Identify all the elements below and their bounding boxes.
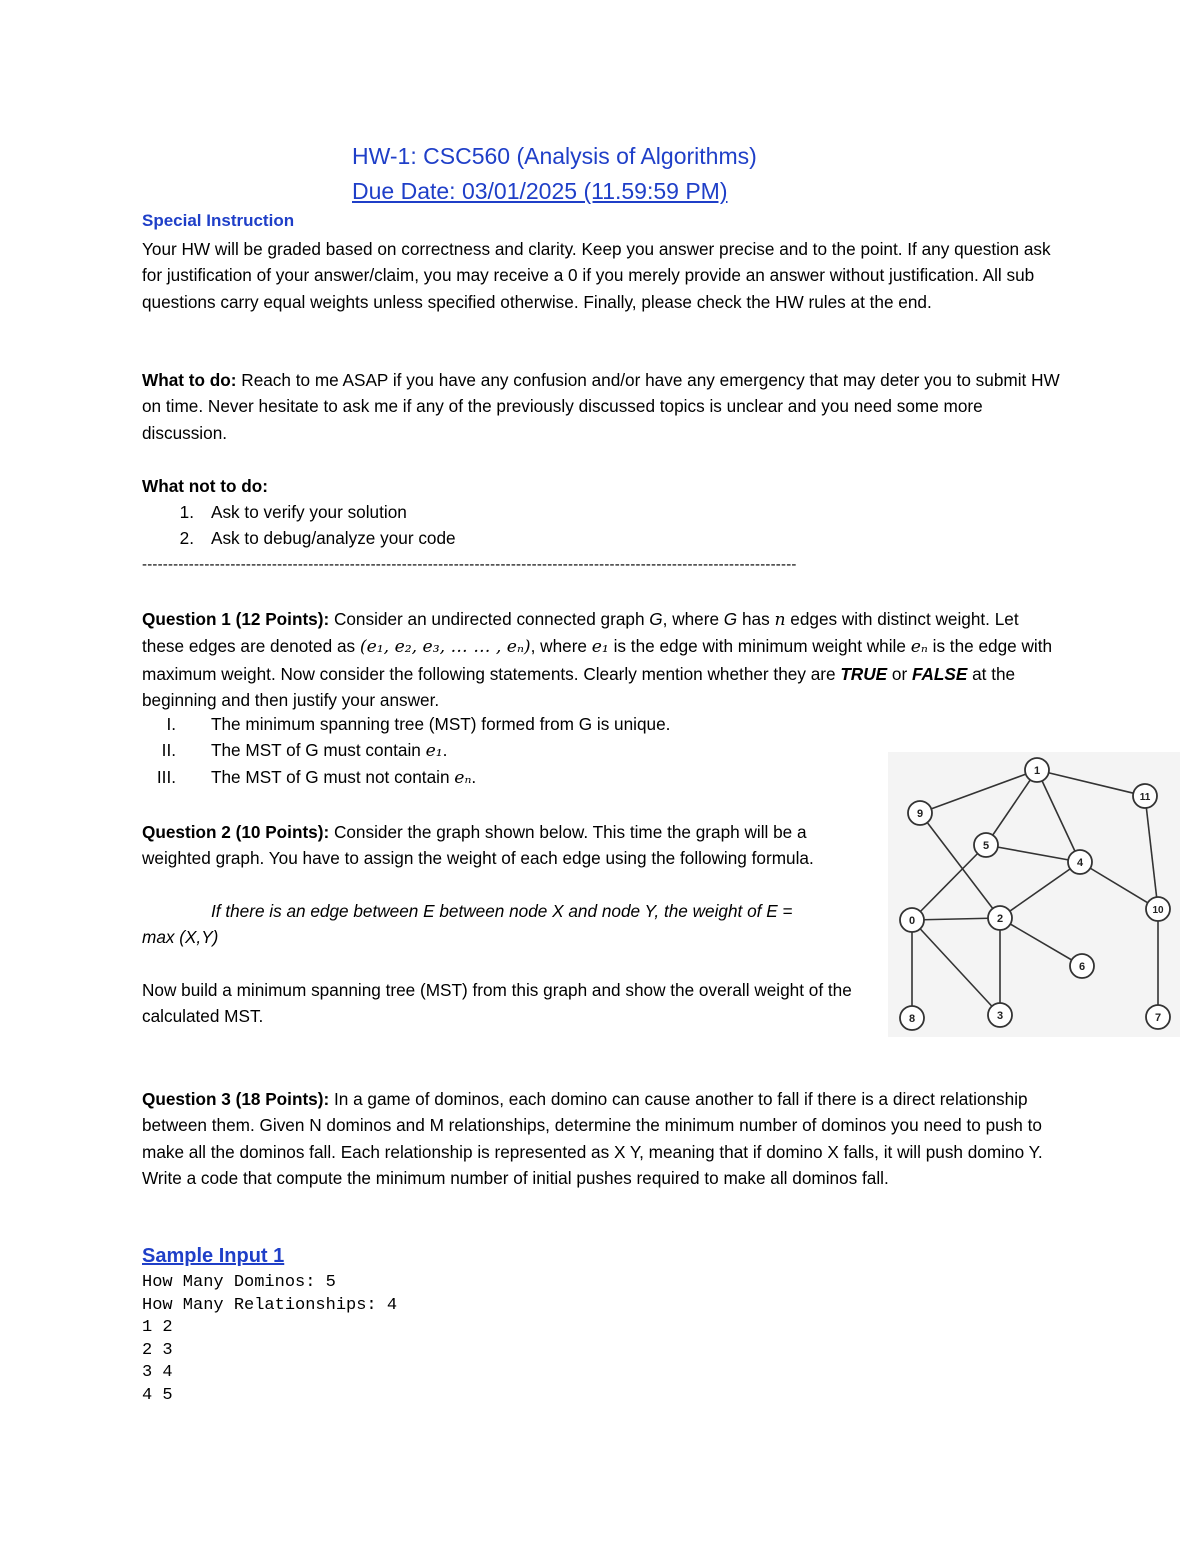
sample-input-line: 3 4 [142, 1363, 173, 1382]
what-to-do-body: Reach to me ASAP if you have any confusion and/or have any emergency that may deter you to submit HW on time. Never hesitate to ask me if any of the previously discussed topics is unclear and you need some more discussion. [142, 370, 1060, 443]
graph-node-11 [1133, 784, 1157, 808]
question-3-text: Question 3 (18 Points): In a game of dominos, each domino can cause another to fall if there is a direct relationship between them. Given N dominos and M relationships, determine the minimum number of dominos you need to push to make all the dominos fall. Each relationship is represented as X Y, meaning that if domino X falls, it will push domino Y. Write a code that compute the minimum number of initial pushes required to make all dominos fall. [142, 1089, 1043, 1189]
svg-text:6: 6 [1078, 961, 1086, 973]
sample-input-line: How Many Dominos: 5 [142, 1273, 336, 1292]
question-1-label: Question 1 (12 Points): [142, 609, 330, 629]
svg-text:4: 4 [1076, 857, 1084, 869]
svg-text:10: 10 [1152, 905, 1164, 916]
what-to-do-label: What to do: [142, 370, 237, 390]
sample-input-line: 1 2 [142, 1318, 173, 1337]
list-item: II. The MST of G must contain e₁. [161, 740, 448, 761]
svg-text:3: 3 [996, 1010, 1004, 1022]
svg-text:5: 5 [982, 840, 990, 852]
what-to-do-paragraph [142, 367, 1062, 446]
svg-text:0: 0 [908, 915, 916, 927]
sample-input-line: 4 5 [142, 1386, 173, 1405]
graph-node-3 [988, 1003, 1012, 1027]
graph-node-4 [1068, 850, 1092, 874]
graph-node-2 [988, 906, 1012, 930]
graph-node-6 [1070, 954, 1094, 978]
special-instruction-body: Your HW will be graded based on correctness and clarity. Keep you answer precise and to the point. If any question ask for justification of your answer/claim, you may receive a 0 if you merely provide an answer without justification. All sub questions carry equal weights unless specified otherwise. Finally, please check the HW rules at the end. [142, 239, 1051, 312]
graph-node-10 [1146, 897, 1170, 921]
graph-node-9 [908, 801, 932, 825]
graph-node-0 [900, 908, 924, 932]
svg-text:11: 11 [1139, 792, 1151, 803]
question-2-formula-cont: max (X,Y) [142, 927, 219, 947]
graph-node-7 [1146, 1005, 1170, 1029]
svg-text:8: 8 [908, 1013, 916, 1025]
question-1-text: Question 1 (12 Points): Consider an undirected connected graph G, where G has n edges with distinct weight. Let these edges are denoted as (e₁, e₂, e₃, … … , eₙ), where e₁ is the edge with minimum weight while eₙ is the edge with maximum weight. Now consider the following statements. Clearly mention whether they are TRUE or FALSE at the beginning and then justify your answer. [142, 609, 1053, 711]
separator-line: ------------------------------------------------------------------------------------------------------------------------------ [142, 556, 797, 573]
svg-text:1: 1 [1033, 765, 1041, 777]
list-item: 1. Ask to verify your solution [179, 502, 407, 522]
sample-input-line: How Many Relationships: 4 [142, 1296, 398, 1315]
graph-node-1 [1025, 758, 1049, 782]
question-2-instructions: Now build a minimum spanning tree (MST) from this graph and show the overall weight of the calculated MST. [142, 980, 852, 1027]
page-title: HW-1: CSC560 (Analysis of Algorithms) [352, 143, 757, 169]
graph-diagram [888, 752, 1180, 1037]
question-2-formula: If there is an edge between E between node X and node Y, the weight of E = [211, 901, 793, 921]
list-item: III. The MST of G must not contain eₙ. [156, 767, 477, 788]
graph-node-8 [900, 1006, 924, 1030]
sample-input-line: 2 3 [142, 1341, 173, 1360]
svg-text:7: 7 [1154, 1012, 1162, 1024]
sample-input-heading: Sample Input 1 [142, 1245, 285, 1267]
svg-text:9: 9 [916, 808, 924, 820]
special-instruction-heading: Special Instruction [142, 211, 295, 230]
question-2-text: Question 2 (10 Points): Consider the graph shown below. This time the graph will be a weighted graph. You have to assign the weight of each edge using the following formula. [142, 822, 814, 869]
list-item: I. The minimum spanning tree (MST) formed from G is unique. [166, 714, 671, 734]
svg-text:2: 2 [996, 913, 1004, 925]
due-date: Due Date: 03/01/2025 (11.59:59 PM) [352, 178, 728, 204]
list-item: 2. Ask to debug/analyze your code [179, 528, 456, 548]
what-not-to-do-heading: What not to do: [142, 476, 268, 496]
question-3-label: Question 3 (18 Points): [142, 1089, 330, 1109]
question-2-label: Question 2 (10 Points): [142, 822, 330, 842]
graph-node-5 [974, 833, 998, 857]
